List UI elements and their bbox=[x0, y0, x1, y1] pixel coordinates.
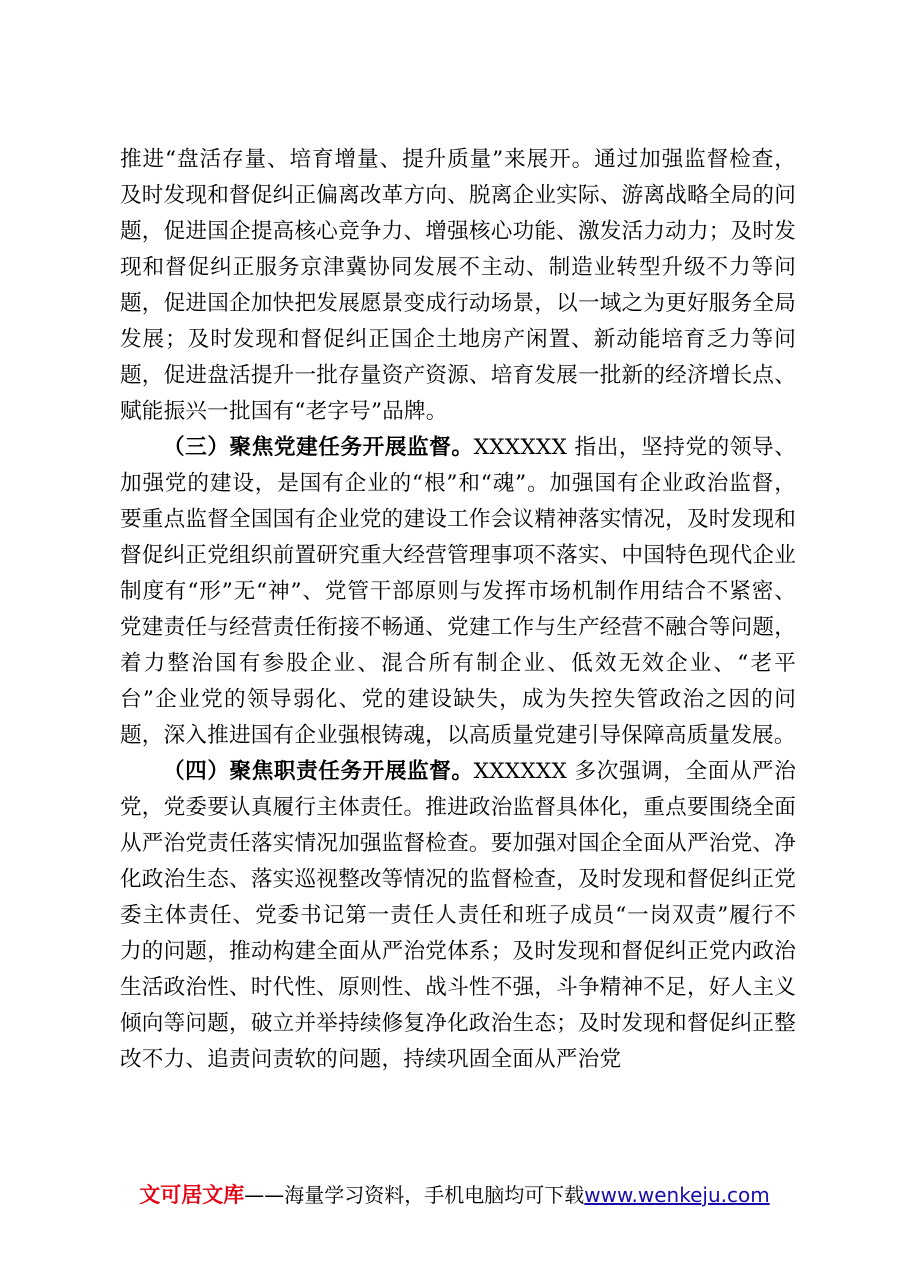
paragraph-2 bbox=[120, 430, 796, 754]
paragraph-3-text: XXXXXX 多次强调，全面从严治党，党委要认真履行主体责任。推进政治监督具体化，重点要围绕全面从严治党责任落实情况加强监督检查。要加强对国企全面从严治党、净化政治生态、落实巡视整改等情况的监督检查，及时发现和督促纠正党委主体责任、党委书记第一责任人责任和班子成员“一岗双责”履行不力的问题，推动构建全面从严治党体系；及时发现和督促纠正党内政治生活政治性、时代性、原则性、战斗性不强，斗争精神不足，好人主义倾向等问题，破立并举持续修复净化政治生态；及时发现和督促纠正整改不力、追责问责软的问题，持续巩固全面从严治党 bbox=[120, 759, 796, 1072]
paragraph-3 bbox=[120, 754, 796, 1078]
footer-website-link[interactable]: www.wenkeju.com bbox=[584, 1183, 770, 1207]
section-heading-4: （四）聚焦职责任务开展监督。 bbox=[163, 759, 474, 784]
document-body bbox=[120, 142, 796, 1078]
footer-brand-name: 文可居文库 bbox=[139, 1183, 245, 1207]
section-heading-3: （三）聚焦党建任务开展监督。 bbox=[163, 435, 474, 460]
paragraph-2-text: XXXXXX 指出，坚持党的领导、加强党的建设，是国有企业的“根”和“魂”。加强国有企业政治监督，要重点监督全国国有企业党的建设工作会议精神落实情况，及时发现和督促纠正党组织前置研究重大经营管理事项不落实、中国特色现代企业制度有“形”无“神”、党管干部原则与发挥市场机制作用结合不紧密、党建责任与经营责任衔接不畅通、党建工作与生产经营不融合等问题，着力整治国有参股企业、混合所有制企业、低效无效企业、“老平台”企业党的领导弱化、党的建设缺失，成为失控失管政治之因的问题，深入推进国有企业强根铸魂，以高质量党建引导保障高质量发展。 bbox=[120, 435, 796, 748]
footer-slogan: ——海量学习资料，手机电脑均可下载 bbox=[244, 1183, 585, 1207]
paragraph-1 bbox=[120, 142, 796, 430]
paragraph-1-text: 推进“盘活存量、培育增量、提升质量”来展开。通过加强监督检查，及时发现和督促纠正偏离改革方向、脱离企业实际、游离战略全局的问题，促进国企提高核心竞争力、增强核心功能、激发活力动力；及时发现和督促纠正服务京津冀协同发展不主动、制造业转型升级不力等问题，促进国企加快把发展愿景变成行动场景，以一域之为更好服务全局发展；及时发现和督促纠正国企土地房产闲置、新动能培育乏力等问题，促进盘活提升一批存量资产资源、培育发展一批新的经济增长点、赋能振兴一批国有“老字号”品牌。 bbox=[120, 147, 796, 424]
footer-banner bbox=[0, 1180, 909, 1210]
